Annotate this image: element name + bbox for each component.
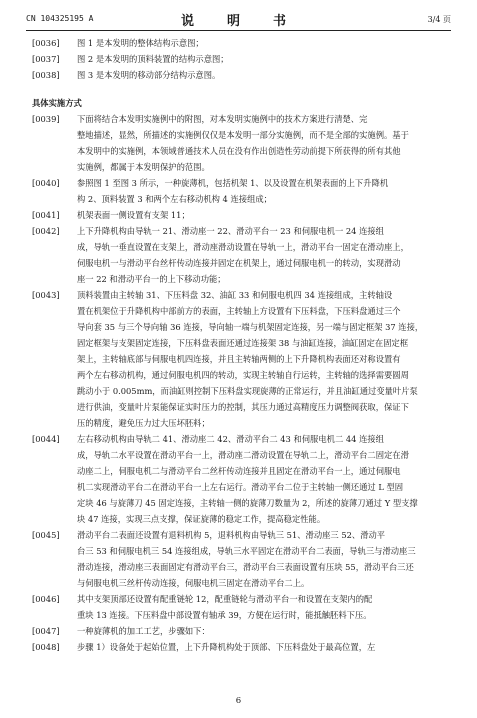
paragraph-text: 座一 22 和滑动平台一的上下移动功能； [77, 274, 226, 284]
paragraph-text: 整地描述，显然，所描述的实施例仅仅是本发明一部分实施例，而不是全部的实施例。基于 [77, 130, 409, 140]
paragraph-number: [0043] [32, 290, 60, 300]
paragraph-line [32, 303, 449, 319]
paragraph-text: 块 47 连接，实现三点支撑，保证旋薄的稳定工作，提高稳定性能。 [77, 514, 326, 524]
paragraph-line [32, 447, 449, 463]
paragraph-line [32, 415, 449, 431]
paragraph-text: 其中支架顶部还设置有配重链轮 12，配重链轮与滑动平台一和设置在支架内的配 [77, 594, 373, 604]
paragraph-line [32, 351, 449, 367]
publication-number: CN 104325195 A [26, 14, 94, 23]
paragraph-line [32, 319, 449, 335]
paragraph-text: 成，导轨一垂直设置在支架上，滑动座滑动设置在导轨一上，滑动平台一固定在滑动座上， [77, 242, 409, 252]
paragraph-line [32, 639, 449, 655]
paragraph-text: 跳动小于 0.005mm，而油缸则控制下压料盘实现旋薄的正常运行，并且油缸通过变量叶片泵 [77, 386, 418, 396]
paragraph-number: [0041] [32, 210, 60, 220]
paragraph-text: 压的精度，避免压力过大压坏胚料； [77, 418, 210, 428]
paragraph-line [32, 51, 449, 67]
paragraph-line [32, 575, 449, 591]
document-title: 说 明 书 [180, 14, 296, 29]
paragraph-number: [0037] [32, 54, 60, 64]
paragraph-line [32, 463, 449, 479]
paragraph-text: 台三 53 和伺服电机三 54 连接组成，导轨三水平固定在滑动平台二表面，导轨三与滑动座三 [77, 546, 416, 556]
paragraph-number: [0042] [32, 226, 60, 236]
paragraph-line [32, 623, 449, 639]
paragraph-line [32, 271, 449, 287]
paragraph-text: 一种旋薄机的加工工艺，步骤如下： [77, 626, 210, 636]
paragraph-line [32, 175, 449, 191]
paragraph-number: [0044] [32, 434, 60, 444]
paragraph-text: 图 2 是本发明的顶料装置的结构示意图； [77, 54, 229, 64]
paragraph-line [32, 543, 449, 559]
paragraph-text: 机架表面一侧设置有支架 11； [77, 210, 190, 220]
paragraph-text: 导向套 35 与三个导向轴 36 连接，导向轴一端与机架固定连接，另一端与固定框架 37 连接， [77, 322, 424, 332]
paragraph-line [32, 207, 449, 223]
page-number: 6 [235, 696, 242, 706]
paragraph-text: 上下升降机构由导轨一 21、滑动座一 22、滑动平台一 23 和伺服电机一 24 连接组 [77, 226, 384, 236]
paragraph-text: 成，导轨二水平设置在滑动平台一上，滑动座二滑动设置在导轨二上，滑动平台二固定在滑 [77, 450, 409, 460]
paragraph-text: 图 3 是本发明的移动部分结构示意图。 [77, 70, 221, 80]
paragraph-text: 本发明中的实施例，本领域普通技术人员在没有作出创造性劳动前提下所获得的所有其他 [77, 146, 401, 156]
paragraph-number: [0036] [32, 38, 60, 48]
paragraph-line [32, 383, 449, 399]
header-rule [26, 30, 451, 31]
paragraph-text: 固定框架与支架固定连接，下压料盘表面还通过连接架 38 与油缸连接，油缸固定在固定框 [77, 338, 409, 348]
paragraph-line [32, 335, 449, 351]
paragraph-line [32, 67, 449, 83]
paragraph-line [32, 511, 449, 527]
paragraph-line [32, 559, 449, 575]
paragraph-number: [0048] [32, 642, 60, 652]
paragraph-line [32, 591, 449, 607]
paragraph-text: 置在机架位于升降机构中部前方的表面，主转轴上方设置有下压料盘，下压料盘通过三个 [77, 306, 401, 316]
paragraph-text: 参照图 1 至图 3 所示，一种旋薄机，包括机架 1、以及设置在机架表面的上下升降机 [77, 178, 389, 188]
paragraph-line [32, 191, 449, 207]
paragraph-text: 重块 13 连接。下压料盘中部设置有轴承 39，方便在运行时，能抵触胚料下压。 [77, 610, 372, 620]
paragraph-text: 滑动连接，滑动座三表面固定有滑动平台三，滑动平台三表面设置有压块 55，滑动平台三还 [77, 562, 414, 572]
paragraph-number: [0039] [32, 114, 60, 124]
paragraph-text: 进行供油，变量叶片泵能保证实时压力的控制，其压力通过高精度压力调整阀获取，保证下 [77, 402, 409, 412]
paragraph-number: [0047] [32, 626, 60, 636]
paragraph-text: 顶料装置由主转轴 31、下压料盘 32、油缸 33 和伺服电机四 34 连接组成，主转轴设 [77, 290, 393, 300]
paragraph-line [32, 607, 449, 623]
paragraph-line [32, 111, 449, 127]
paragraph-text: 构 2、顶料装置 3 和两个左右移动机构 4 连接组成； [77, 194, 272, 204]
paragraph-text: 步骤 1）设备处于起始位置，上下升降机构处于顶部、下压料盘处于最高位置，左 [77, 642, 376, 652]
section-heading: 具体实施方式 [32, 98, 82, 108]
paragraph-line [32, 143, 449, 159]
paragraph-line [32, 239, 449, 255]
paragraph-text: 图 1 是本发明的整体结构示意图； [77, 38, 204, 48]
paragraph-line [32, 255, 449, 271]
paragraph-line [32, 479, 449, 495]
document-body [32, 35, 449, 655]
page-count: 3/4 页 [427, 15, 451, 24]
paragraph-text: 左右移动机构由导轨二 41、滑动座二 42、滑动平台二 43 和伺服电机二 44 连接组 [77, 434, 384, 444]
paragraph-text: 机二实现滑动平台二在滑动平台一上左右运行。滑动平台二位于主转轴一侧还通过 L 型固 [77, 482, 404, 492]
paragraph-text: 定块 46 与旋薄刀 45 固定连接，主转轴一侧的旋薄刀数量为 2，所述的旋薄刀通过 Y 型支撑 [77, 498, 418, 508]
paragraph-line [32, 287, 449, 303]
paragraph-text: 滑动平台二表面还设置有退料机构 5，退料机构由导轨三 51、滑动座三 52、滑动平 [77, 530, 386, 540]
paragraph-line [32, 495, 449, 511]
paragraph-line [32, 527, 449, 543]
paragraph-text: 下面将结合本发明实施例中的附图，对本发明实施例中的技术方案进行清楚、完 [77, 114, 368, 124]
paragraph-line [32, 367, 449, 383]
paragraph-number: [0045] [32, 530, 60, 540]
paragraph-text: 实施例，都属于本发明保护的范围。 [77, 162, 210, 172]
page-header [26, 10, 451, 28]
paragraph-text: 动座二上，伺服电机二与滑动平台二丝杆传动连接并且固定在滑动平台一上，通过伺服电 [77, 466, 401, 476]
paragraph-text: 架上，主转轴底部与伺服电机四连接，并且主转轴两侧的上下升降机构表面还对称设置有 [77, 354, 401, 364]
paragraph-text: 伺服电机一与滑动平台丝杆传动连接并固定在机架上，通过伺服电机一的转动，实现滑动 [77, 258, 401, 268]
paragraph-number: [0038] [32, 70, 60, 80]
paragraph-number: [0046] [32, 594, 60, 604]
paragraph-line [32, 159, 449, 175]
paragraph-line [32, 431, 449, 447]
paragraph-line [32, 127, 449, 143]
paragraph-text: 与伺服电机三丝杆传动连接，伺服电机三固定在滑动平台二上。 [77, 578, 310, 588]
paragraph-line [32, 35, 449, 51]
paragraph-number: [0040] [32, 178, 60, 188]
paragraph-line [32, 223, 449, 239]
paragraph-line [32, 399, 449, 415]
paragraph-text: 两个左右移动机构，通过伺服电机四的转动，实现主转轴自行运转，主转轴的选择需要圆周 [77, 370, 409, 380]
